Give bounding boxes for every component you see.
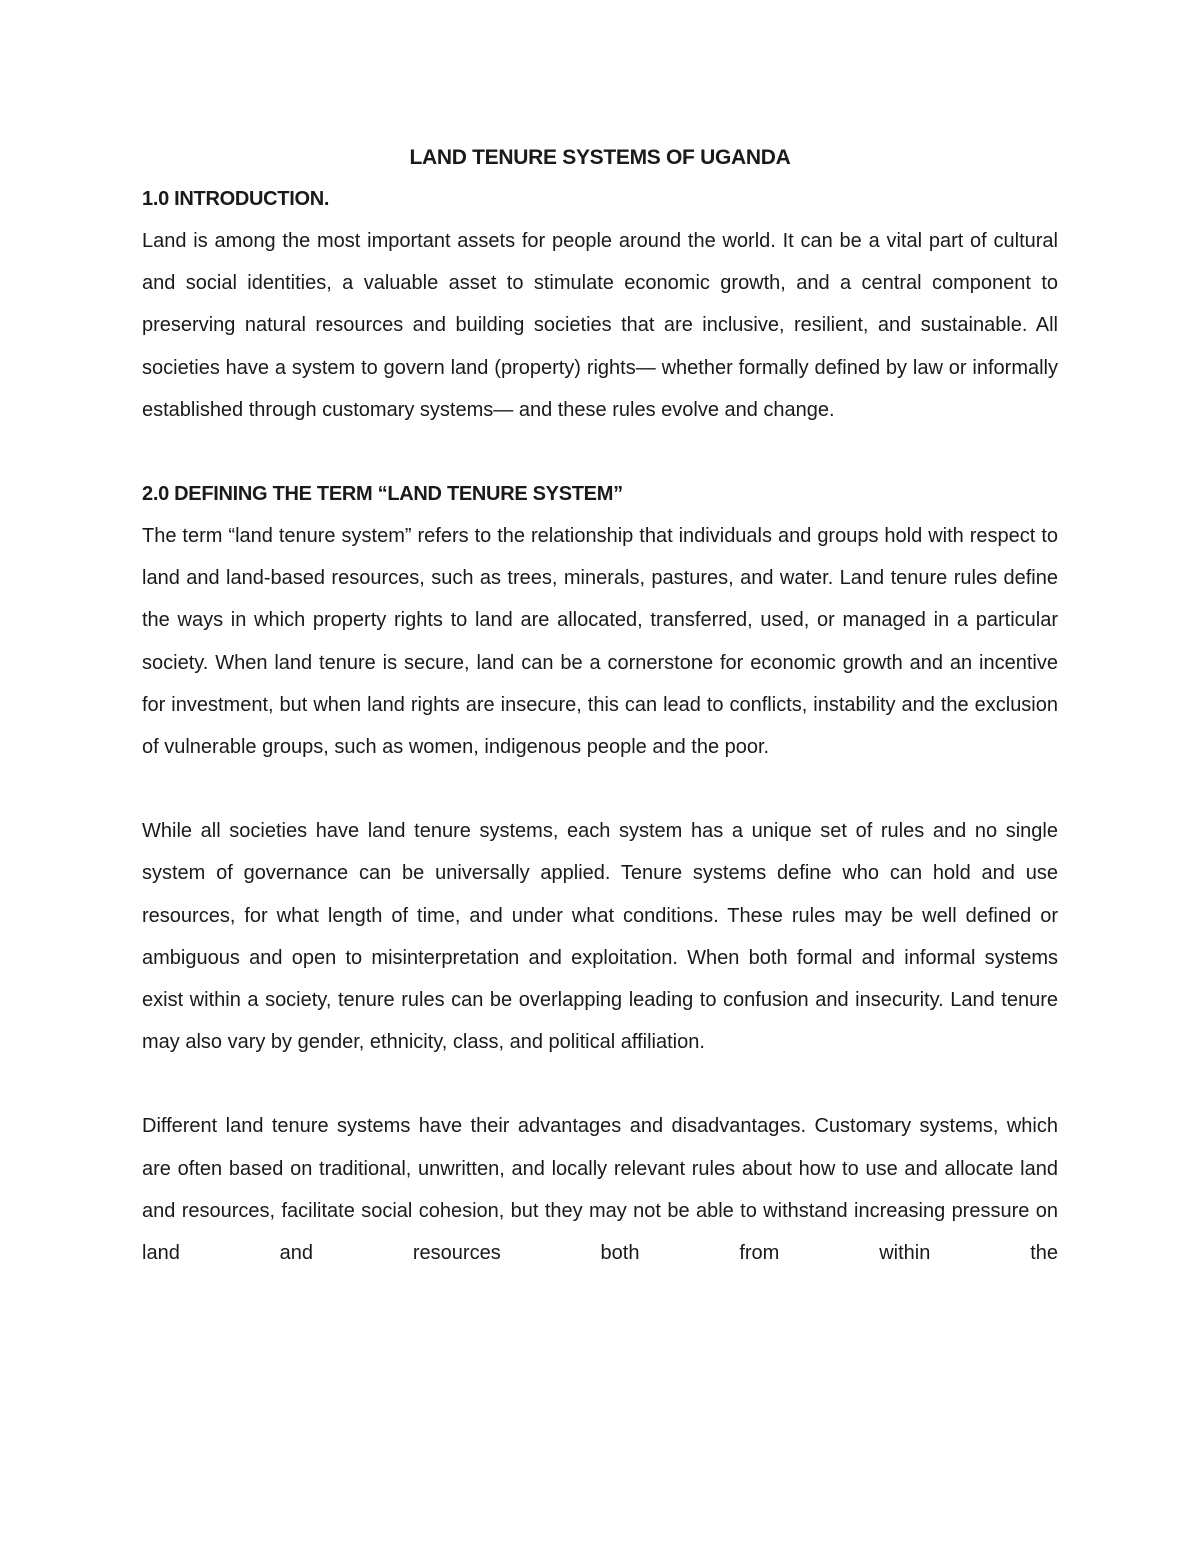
paragraph-introduction: Land is among the most important assets for people around the world. It can be a vital part of cultural and social identities, a valuable asset to stimulate economic growth, and a central component to preserving natural resources and building societies that are inclusive, resilient, and sustainable. All societies have a system to govern land (property) rights— whether formally defined by law or informally established through customary systems— and these rules evolve and change.	[142, 230, 1058, 421]
section-heading-definition: 2.0 DEFINING THE TERM “LAND TENURE SYSTEM”	[142, 483, 623, 506]
paragraph-definition-1: The term “land tenure system” refers to the relationship that individuals and groups hold with respect to land and land-based resources, such as trees, minerals, pastures, and water. Land tenure rules define the ways in which property rights to land are allocated, transferred, used, or managed in a particular society. When land tenure is secure, land can be a cornerstone for economic growth and an incentive for investment, but when land rights are insecure, this can lead to conflicts, instability and the exclusion of vulnerable groups, such as women, indigenous people and the poor.	[142, 525, 1058, 759]
document-body	[142, 138, 1058, 1274]
document-title: LAND TENURE SYSTEMS OF UGANDA	[409, 146, 791, 169]
paragraph-spacer	[142, 1063, 1058, 1105]
paragraph-spacer	[142, 431, 1058, 473]
paragraph-definition-3: Different land tenure systems have their advantages and disadvantages. Customary systems, which are often based on traditional, unwritten, and locally relevant rules about how to use and allocate land and resources, facilitate social cohesion, but they may not be able to withstand increasing pressure on land and resources both from within the	[142, 1115, 1058, 1265]
section-heading-introduction: 1.0 INTRODUCTION.	[142, 188, 330, 210]
paragraph-definition-2: While all societies have land tenure systems, each system has a unique set of rules and no single system of governance can be universally applied. Tenure systems define who can hold and use resources, for what length of time, and under what conditions. These rules may be well defined or ambiguous and open to misinterpretation and exploitation. When both formal and informal systems exist within a society, tenure rules can be overlapping leading to confusion and insecurity. Land tenure may also vary by gender, ethnicity, class, and political affiliation.	[142, 820, 1058, 1054]
paragraph-spacer	[142, 768, 1058, 810]
